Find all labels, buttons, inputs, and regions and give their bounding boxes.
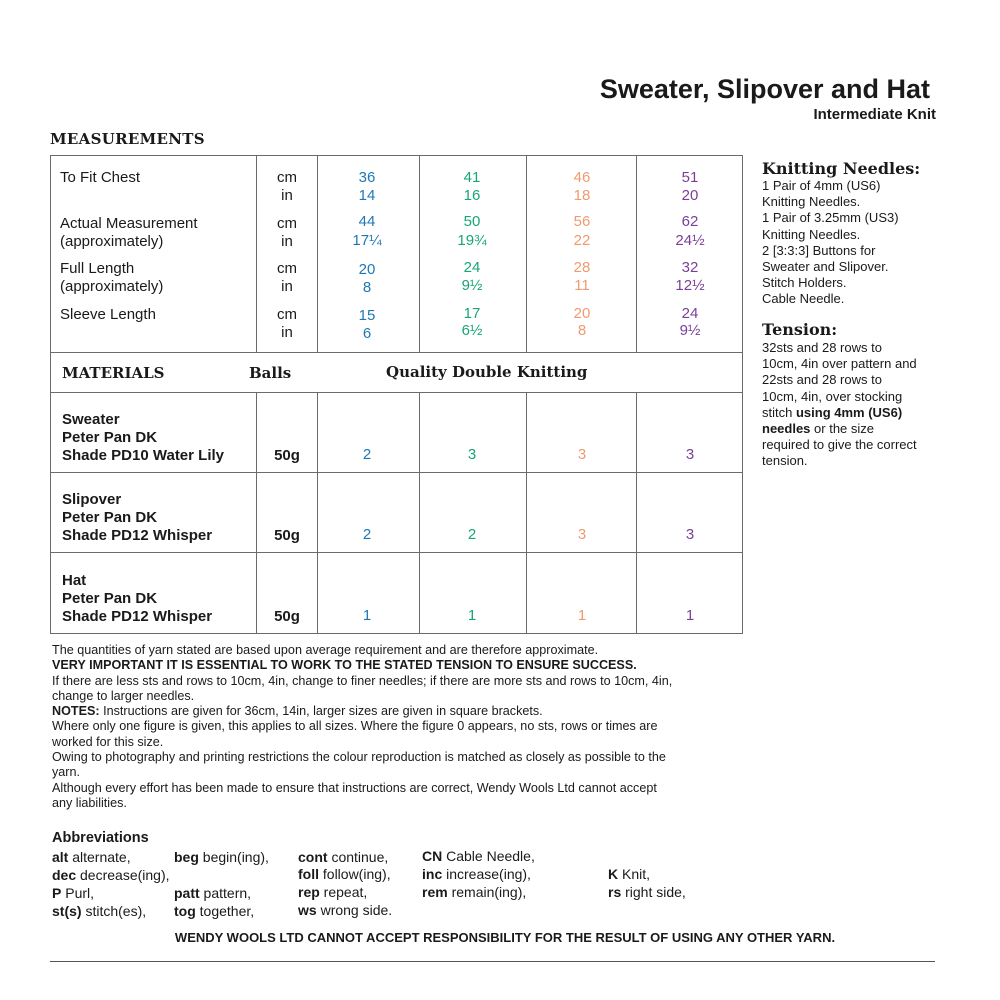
material-yarn: Peter Pan DK (62, 429, 158, 446)
quality-heading: Quality Double Knitting (386, 363, 588, 381)
size1-balls: 2 (362, 446, 372, 463)
abbreviation-item: rs right side, (608, 884, 686, 900)
size3-cm: 56 (573, 213, 591, 230)
material-garment: Hat (62, 572, 87, 589)
size3-in: 8 (577, 322, 587, 339)
size4-cm: 62 (681, 213, 699, 230)
abbreviation-item: K Knit, (608, 866, 651, 882)
table-border-bottom (50, 633, 743, 634)
size3-balls: 1 (577, 607, 587, 624)
size2-balls: 2 (467, 526, 477, 543)
material-shade: Shade PD12 Whisper (62, 527, 213, 544)
size2-cm: 50 (463, 213, 481, 230)
abbreviation-item: beg begin(ing), (174, 849, 269, 865)
unit-in: in (281, 278, 293, 295)
tension-line (762, 421, 962, 437)
needles-line: Knitting Needles. (762, 194, 861, 210)
needles-line: Sweater and Slipover. (762, 259, 889, 275)
needles-line: 2 [3:3:3] Buttons for (762, 242, 876, 258)
row-label: Full Length (60, 260, 135, 277)
size2-cm: 17 (463, 305, 481, 322)
note-needle-change: If there are less sts and rows to 10cm, 4in, change to finer needles; if there are more sts and rows to 10cm, 4in, (52, 673, 673, 688)
abbreviation-item: cont continue, (298, 849, 389, 865)
needles-line: 1 Pair of 3.25mm (US3) (762, 210, 899, 226)
size4-in: 12½ (675, 277, 705, 294)
skill-level: Intermediate Knit (813, 106, 936, 123)
table-border-top (50, 155, 743, 156)
column-divider (256, 392, 257, 633)
tension-line: tension. (762, 453, 808, 469)
tension-text-plain: or the size (810, 421, 875, 437)
note-sizes (52, 704, 752, 719)
note-figures-cont: worked for this size. (52, 734, 164, 749)
column-divider (256, 155, 257, 352)
size3-cm: 28 (573, 259, 591, 276)
row-label: Sleeve Length (60, 306, 156, 323)
material-weight: 50g (274, 527, 300, 544)
size2-in: 16 (463, 187, 481, 204)
tension-needles-word: needles (762, 421, 811, 437)
unit-cm: cm (277, 215, 297, 232)
note-sizes-text: Instructions are given for 36cm, 14in, larger sizes are given in square brackets. (99, 704, 543, 719)
abbreviation-item: rem remain(ing), (422, 884, 527, 900)
abbreviation-item: tog together, (174, 903, 255, 919)
notes-label: NOTES: (52, 704, 100, 719)
size1-balls: 1 (362, 607, 372, 624)
size4-cm: 32 (681, 259, 699, 276)
size1-in: 17¼ (352, 232, 382, 249)
balls-heading: Balls (249, 364, 292, 382)
note-colour-cont: yarn. (52, 765, 80, 780)
row-label: Actual Measurement (60, 215, 198, 232)
needles-heading: Knitting Needles: (762, 159, 921, 178)
needles-line: 1 Pair of 4mm (US6) (762, 178, 881, 193)
size1-in: 6 (362, 325, 372, 342)
abbreviation-item: st(s) stitch(es), (52, 903, 147, 919)
size2-balls: 1 (467, 607, 477, 624)
tension-text-plain: stitch (762, 404, 796, 420)
bottom-rule (50, 961, 935, 962)
column-divider (526, 155, 527, 352)
tension-line: 32sts and 28 rows to (762, 340, 882, 355)
note-yarn-quantities: The quantities of yarn stated are based upon average requirement and are therefore approximate. (52, 643, 599, 657)
size1-cm: 15 (358, 307, 376, 324)
size3-balls: 3 (577, 446, 587, 463)
size3-balls: 3 (577, 526, 587, 543)
measurements-heading: MEASUREMENTS (50, 130, 205, 148)
size3-cm: 20 (573, 305, 591, 322)
size4-cm: 24 (681, 305, 699, 322)
unit-cm: cm (277, 306, 297, 323)
size4-cm: 51 (681, 169, 699, 186)
tension-text (762, 340, 962, 470)
tension-line: 10cm, 4in over pattern and (762, 356, 917, 372)
material-shade: Shade PD12 Whisper (62, 608, 213, 625)
abbreviation-item: rep repeat, (298, 884, 368, 900)
row-label: To Fit Chest (60, 169, 141, 186)
table-divider (50, 472, 743, 473)
yarn-disclaimer: WENDY WOOLS LTD CANNOT ACCEPT RESPONSIBILITY FOR THE RESULT OF USING ANY OTHER YARN. (174, 930, 836, 945)
size4-in: 20 (681, 187, 699, 204)
size1-in: 8 (362, 279, 372, 296)
material-yarn: Peter Pan DK (62, 509, 158, 526)
abbreviation-item: P Purl, (52, 885, 95, 901)
column-divider (419, 392, 420, 633)
abbreviation-item: alt alternate, (52, 849, 131, 865)
tension-heading: Tension: (762, 320, 838, 339)
unit-cm: cm (277, 169, 297, 186)
needles-line: Stitch Holders. (762, 275, 847, 291)
size3-in: 22 (573, 232, 591, 249)
material-garment: Sweater (62, 411, 120, 428)
table-border-right (742, 155, 743, 633)
table-divider (50, 392, 743, 393)
abbreviation-item: dec decrease(ing), (52, 867, 170, 883)
material-weight: 50g (274, 608, 300, 625)
size1-cm: 36 (358, 169, 376, 186)
size2-balls: 3 (467, 446, 477, 463)
size2-cm: 41 (463, 169, 481, 186)
size4-in: 24½ (675, 232, 705, 249)
tension-line (762, 405, 962, 421)
column-divider (636, 155, 637, 352)
tension-line: required to give the correct (762, 437, 917, 453)
size2-in: 19¾ (457, 232, 487, 249)
note-liability-cont: any liabilities. (52, 795, 127, 810)
notes-block (52, 643, 752, 811)
abbreviations-heading: Abbreviations (52, 830, 149, 846)
tension-line: 10cm, 4in, over stocking (762, 388, 903, 404)
material-garment: Slipover (62, 491, 122, 508)
column-divider (317, 392, 318, 633)
size4-in: 9½ (679, 322, 701, 339)
size3-cm: 46 (573, 169, 591, 186)
note-liability: Although every effort has been made to ensure that instructions are correct, Wendy Wools Ltd cannot accept (52, 780, 657, 795)
note-tension-important: VERY IMPORTANT IT IS ESSENTIAL TO WORK TO THE STATED TENSION TO ENSURE SUCCESS. (52, 658, 637, 673)
note-colour: Owing to photography and printing restrictions the colour reproduction is matched as closely as possible to the (52, 750, 666, 765)
unit-in: in (281, 233, 293, 250)
size1-in: 14 (358, 187, 376, 204)
row-sublabel: (approximately) (60, 278, 164, 295)
needles-line: Knitting Needles. (762, 226, 861, 242)
size1-balls: 2 (362, 526, 372, 543)
materials-heading: MATERIALS (62, 364, 165, 382)
table-divider (50, 552, 743, 553)
tension-needle-size: using 4mm (US6) (795, 404, 903, 420)
needles-list (762, 178, 962, 308)
page-title: Sweater, Slipover and Hat (599, 74, 930, 104)
abbreviation-item: inc increase(ing), (422, 866, 531, 882)
abbreviation-item: patt pattern, (174, 885, 252, 901)
note-needle-change-cont: change to larger needles. (52, 688, 195, 703)
material-weight: 50g (274, 447, 300, 464)
material-yarn: Peter Pan DK (62, 590, 158, 607)
size3-in: 11 (574, 277, 590, 294)
size1-cm: 20 (358, 261, 376, 278)
note-figures: Where only one figure is given, this applies to all sizes. Where the figure 0 appears, no sts, rows or times are (52, 719, 658, 734)
unit-cm: cm (277, 260, 297, 277)
size3-in: 18 (573, 187, 591, 204)
unit-in: in (281, 324, 293, 341)
column-divider (526, 392, 527, 633)
size4-balls: 1 (685, 607, 695, 624)
unit-in: in (281, 187, 293, 204)
table-border-left (50, 155, 51, 633)
size4-balls: 3 (685, 446, 695, 463)
size1-cm: 44 (358, 213, 376, 230)
row-sublabel: (approximately) (60, 233, 164, 250)
tension-line: 22sts and 28 rows to (762, 372, 882, 388)
column-divider (636, 392, 637, 633)
abbreviation-item: CN Cable Needle, (422, 848, 535, 864)
abbreviation-item: foll follow(ing), (298, 866, 391, 882)
size2-in: 9½ (461, 277, 483, 294)
needles-line: Cable Needle. (762, 291, 845, 307)
size4-balls: 3 (685, 526, 695, 543)
material-shade: Shade PD10 Water Lily (62, 447, 224, 464)
size2-in: 6½ (461, 322, 483, 339)
abbreviation-item: ws wrong side. (298, 902, 393, 918)
table-divider (50, 352, 743, 353)
size2-cm: 24 (463, 259, 481, 276)
